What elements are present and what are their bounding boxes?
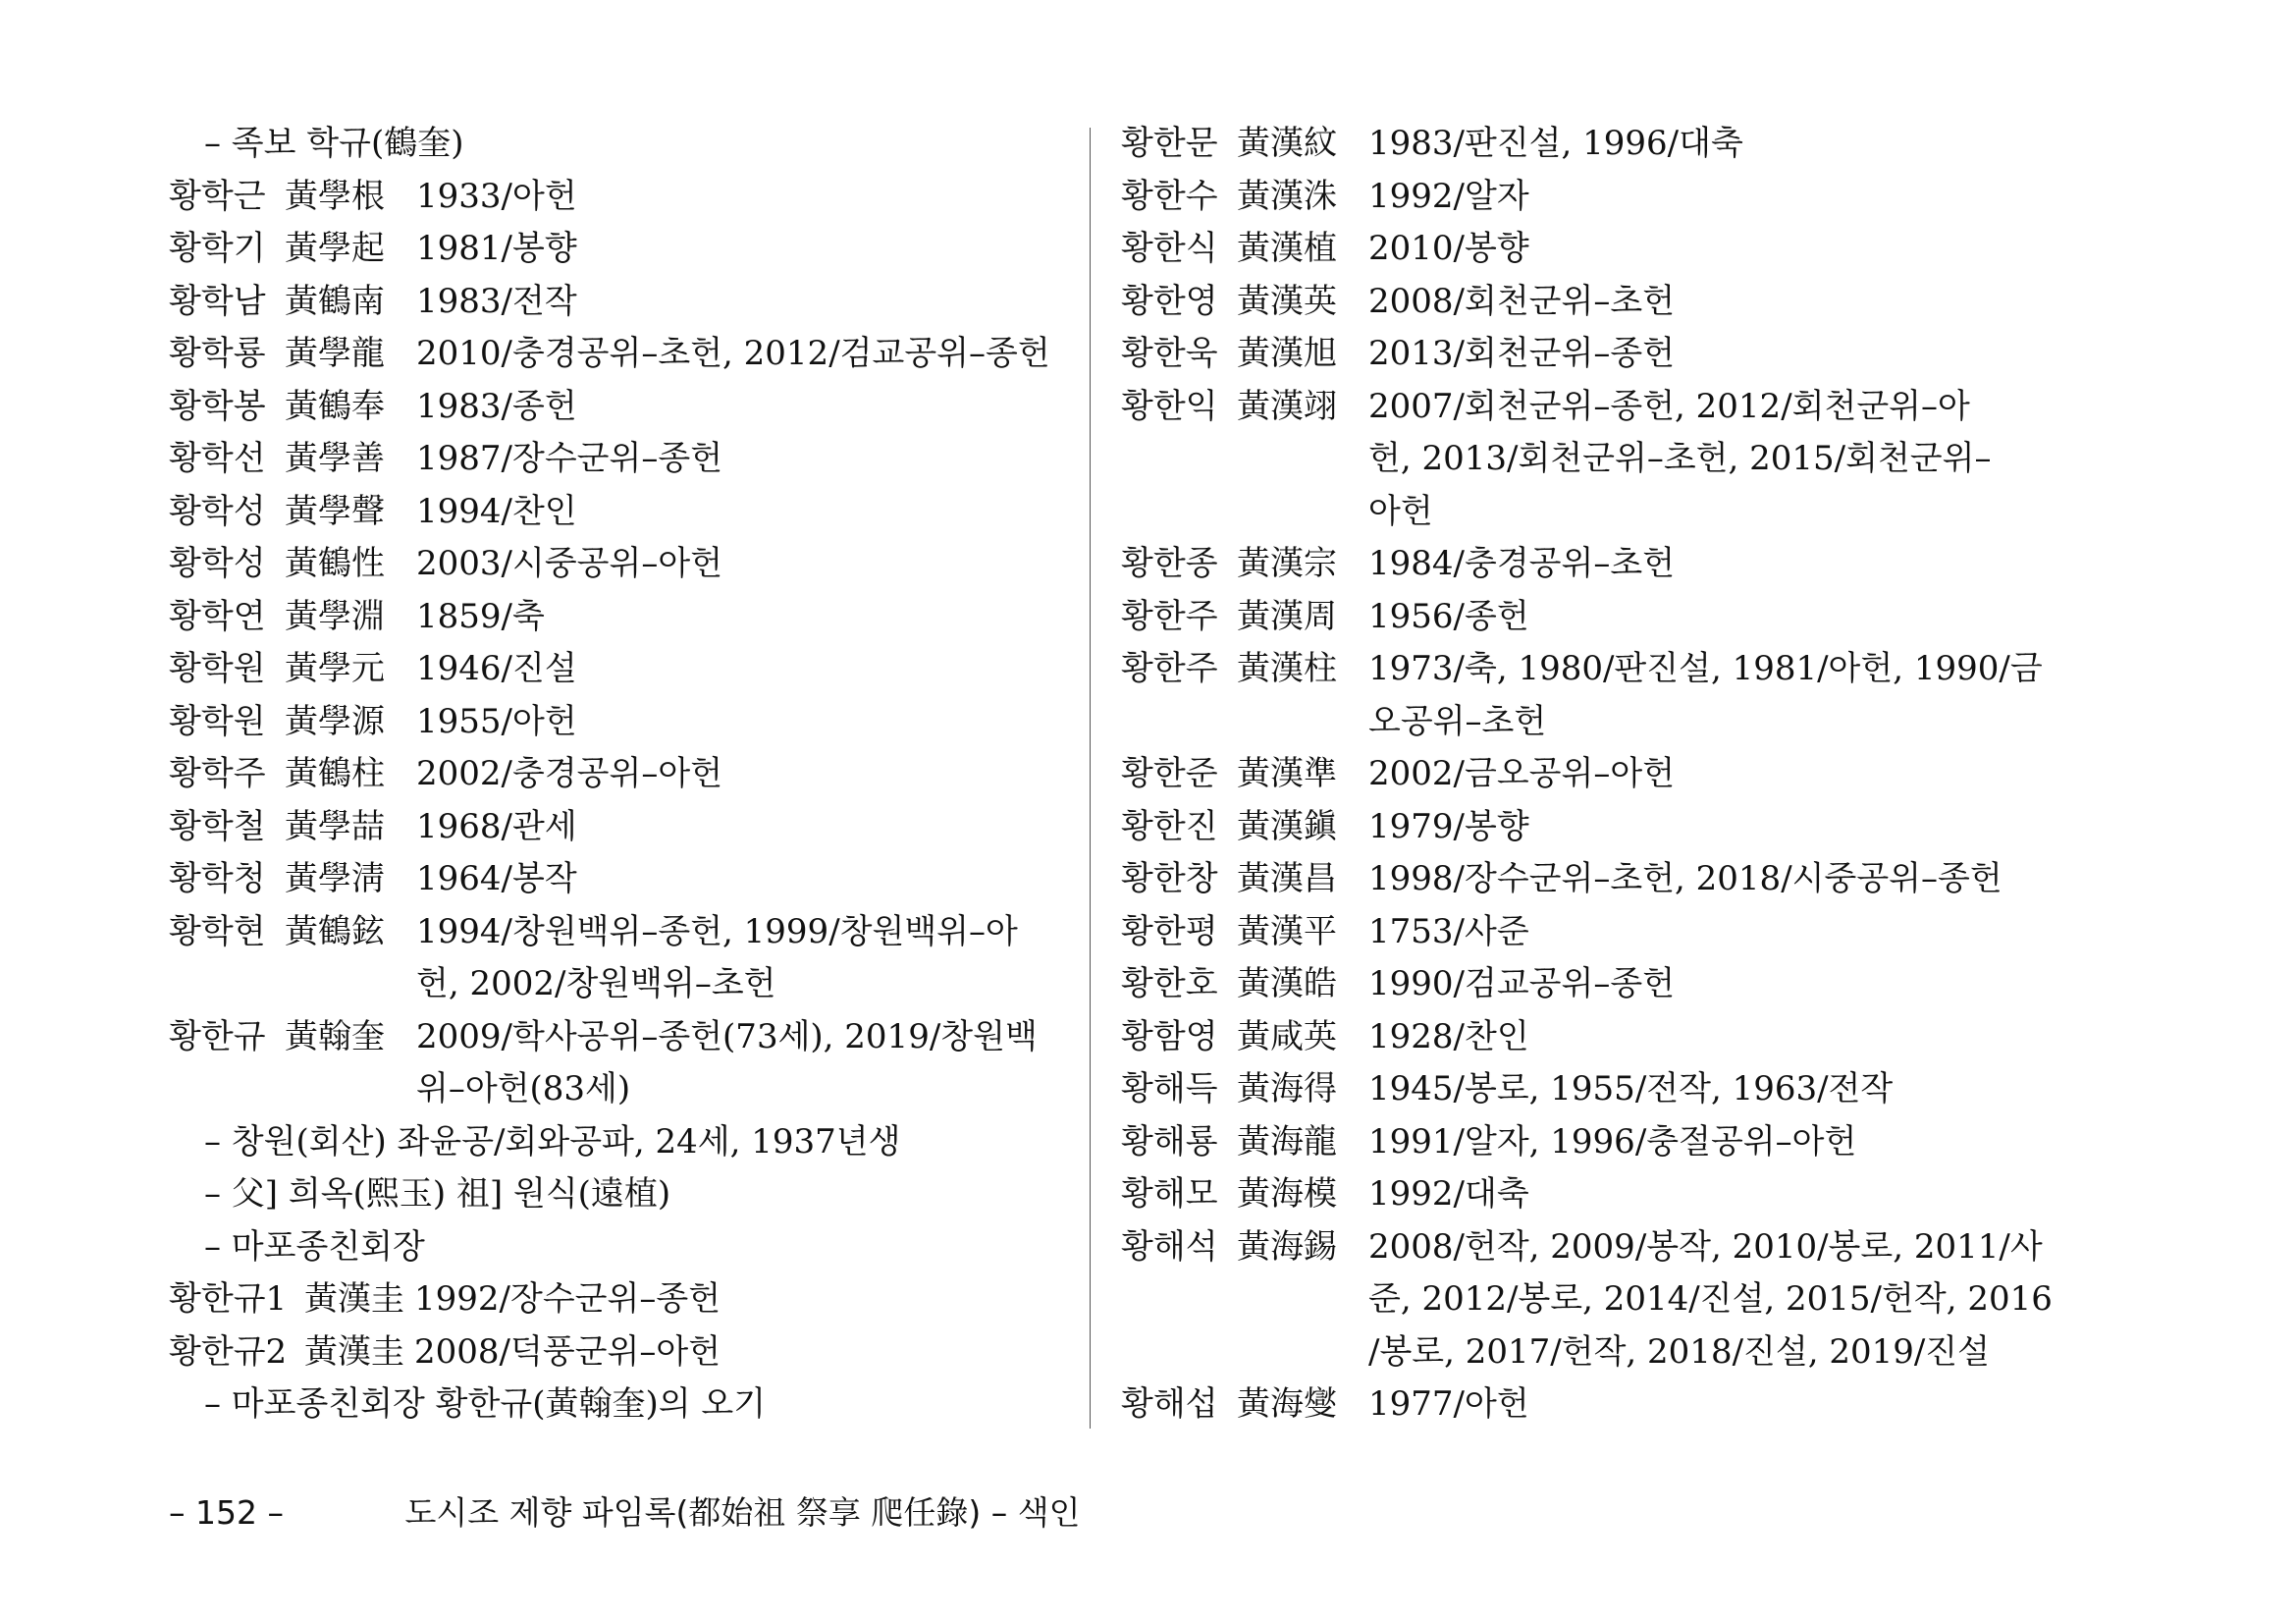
entry-detail-line: 1964/봉작 (416, 859, 577, 898)
entry-details (416, 328, 1082, 381)
entry-detail-line: 1928/찬인 (1368, 1016, 1529, 1056)
entry-name-hangul: 황한영 (1121, 281, 1218, 321)
entry-name-hanja: 黃漢旭 (1237, 334, 1337, 373)
entry-detail-line: 1991/알자, 1996/충절공위–아헌 (1368, 1121, 1857, 1162)
index-note: – 창원(회산) 좌윤공/회와공파, 24세, 1937년생 (204, 1121, 901, 1162)
entry-detail-line: 2008/회천군위–초헌 (1368, 281, 1676, 321)
right-column (1121, 118, 2053, 1432)
index-entry (1121, 171, 2034, 224)
entry-name-hangul: 황해섭 (1121, 1384, 1218, 1424)
entry-details (1368, 1063, 2034, 1116)
index-entry (1121, 853, 2034, 906)
entry-details (1368, 853, 2034, 906)
entry-name-hanja: 黃鶴奉 (285, 386, 385, 426)
entry-name-hangul: 황한주 (1121, 649, 1218, 688)
entry-name-hangul: 황한수 (1121, 176, 1218, 216)
entry-name-hangul: 황한진 (1121, 806, 1218, 846)
entry-details (416, 223, 1082, 276)
entry-details (1368, 1221, 2053, 1379)
entry-details (1368, 801, 2034, 854)
entry-name-hangul: 황학선 (169, 439, 266, 478)
index-entry (1121, 223, 2034, 276)
entry-detail-line: 2008/덕풍군위–아헌 (414, 1331, 721, 1372)
index-note: – 족보 학규(鶴奎) (204, 124, 464, 163)
entry-details (1368, 643, 2043, 748)
entry-detail-line: 2008/헌작, 2009/봉작, 2010/봉로, 2011/사 (1368, 1226, 2043, 1267)
entry-name-hanja: 黃漢洙 (1237, 176, 1337, 216)
entry-name-hangul: 황해득 (1121, 1069, 1218, 1108)
entry-details (416, 171, 1082, 224)
entry-detail-line: 오공위–초헌 (1368, 701, 1547, 741)
index-entry (169, 328, 1082, 381)
entry-name-hangul: 황한종 (1121, 544, 1218, 583)
entry-detail-line: 2013/회천군위–종헌 (1368, 334, 1676, 373)
index-entry (169, 853, 1082, 906)
index-entry (1121, 591, 2034, 644)
entry-name-hanja: 黃漢宗 (1237, 544, 1337, 583)
index-note: – 마포종친회장 황한규(黃翰奎)의 오기 (204, 1384, 767, 1424)
entry-name-hangul: 황한준 (1121, 754, 1218, 793)
index-entry (169, 1326, 1082, 1379)
entry-name-hanja: 黃鶴鉉 (285, 911, 385, 951)
page-number: – 152 – (169, 1493, 284, 1532)
entry-name-hangul: 황한창 (1121, 859, 1218, 898)
entry-detail-line: 1946/진설 (416, 649, 577, 688)
entry-name-hangul: 황학봉 (169, 386, 266, 426)
entry-detail-line: 준, 2012/봉로, 2014/진설, 2015/헌작, 2016 (1368, 1279, 2053, 1319)
index-entry (169, 381, 1082, 434)
index-entry (1121, 906, 2034, 959)
entry-name-hanja: 黃學源 (285, 701, 385, 741)
entry-name-hangul: 황해룡 (1121, 1121, 1218, 1162)
entry-detail-line: 1992/알자 (1368, 176, 1529, 216)
entry-name-hanja: 黃漢準 (1237, 754, 1337, 793)
entry-detail-line: 1977/아헌 (1368, 1384, 1529, 1424)
entry-detail-line: 1987/장수군위–종헌 (416, 439, 723, 478)
index-entry (1121, 801, 2034, 854)
entry-detail-line: 2003/시중공위–아헌 (416, 544, 723, 583)
entry-detail-line: 1945/봉로, 1955/전작, 1963/전작 (1368, 1069, 1894, 1108)
entry-details (416, 381, 1082, 434)
index-entry (169, 223, 1082, 276)
entry-name-hanja: 黃鶴柱 (285, 754, 385, 793)
entry-detail-line: 1990/검교공위–종헌 (1368, 964, 1676, 1003)
entry-details (416, 801, 1082, 854)
entry-name-hangul: 황학근 (169, 176, 266, 216)
entry-detail-line: 2002/충경공위–아헌 (416, 754, 723, 793)
entry-name-hanja: 黃海龍 (1237, 1121, 1337, 1162)
entry-details (416, 748, 1082, 801)
entry-details (1368, 223, 2034, 276)
index-entry (1121, 328, 2034, 381)
entry-details (414, 1326, 1082, 1379)
entry-detail-line: 1983/종헌 (416, 386, 577, 426)
index-entry (1121, 748, 2034, 801)
entry-name-hanja: 黃漢周 (1237, 596, 1337, 636)
entry-name-hangul: 황학청 (169, 859, 266, 898)
entry-name-hanja: 黃學聲 (285, 491, 385, 531)
entry-name-hanja: 黃學淸 (285, 859, 385, 898)
index-entry (169, 696, 1082, 749)
entry-name-hanja: 黃學元 (285, 649, 385, 688)
entry-name-hanja: 黃鶴性 (285, 544, 385, 583)
entry-details (1368, 1116, 2034, 1169)
entry-name-hangul: 황함영 (1121, 1016, 1218, 1056)
entry-name-hanja: 黃學根 (285, 176, 385, 216)
index-entry (1121, 118, 2034, 171)
entry-name-hangul: 황한식 (1121, 229, 1218, 268)
entry-detail-line: 위–아헌(83세) (416, 1069, 631, 1108)
entry-details (1368, 958, 2034, 1011)
entry-name-hangul: 황한평 (1121, 911, 1218, 951)
entry-detail-line: 2010/봉향 (1368, 229, 1529, 268)
entry-detail-line: 1998/장수군위–초헌, 2018/시중공위–종헌 (1368, 859, 2002, 898)
footer-title: 도시조 제향 파임록(都始祖 祭享 爬任錄) – 색인 (404, 1493, 1081, 1532)
entry-detail-line: 헌, 2002/창원백위–초헌 (416, 964, 776, 1003)
entry-name-hanja: 黃漢翊 (1237, 386, 1337, 426)
entry-name-hangul: 황학원 (169, 649, 266, 688)
column-divider (1090, 128, 1091, 1429)
entry-details (1368, 1168, 2034, 1221)
index-entry (1121, 1168, 2034, 1221)
entry-name-hangul: 황한문 (1121, 124, 1218, 163)
entry-details (416, 643, 1082, 696)
entry-details (416, 696, 1082, 749)
entry-details (1368, 118, 2034, 171)
entry-name-hangul: 황해석 (1121, 1226, 1218, 1267)
entry-detail-line: 1984/충경공위–초헌 (1368, 544, 1676, 583)
entry-detail-line: 1983/전작 (416, 281, 577, 321)
entry-detail-line: 1859/축 (416, 596, 545, 636)
index-entry (169, 748, 1082, 801)
entry-name-hangul: 황학성 (169, 491, 266, 531)
entry-name-hanja: 黃學龍 (285, 334, 385, 373)
entry-detail-line: 1994/창원백위–종헌, 1999/창원백위–아 (416, 911, 1018, 951)
entry-details (1368, 276, 2034, 329)
entry-details (416, 853, 1082, 906)
entry-name-hanja: 黃翰奎 (285, 1016, 385, 1056)
entry-details (1368, 748, 2034, 801)
entry-name-hanja: 黃漢英 (1237, 281, 1337, 321)
entry-name-hangul: 황한규2 (169, 1331, 288, 1372)
entry-details (416, 1011, 1082, 1116)
index-entry (169, 906, 1082, 1011)
entry-name-hanja: 黃漢圭 (304, 1279, 404, 1319)
entry-name-hangul: 황해모 (1121, 1174, 1218, 1214)
entry-name-hangul: 황학철 (169, 806, 266, 846)
entry-name-hanja: 黃漢皓 (1237, 964, 1337, 1003)
entry-name-hangul: 황한규1 (169, 1279, 288, 1319)
entry-name-hanja: 黃學起 (285, 229, 385, 268)
entry-name-hangul: 황한호 (1121, 964, 1218, 1003)
entry-name-hanja: 黃學喆 (285, 806, 385, 846)
entry-name-hanja: 黃漢平 (1237, 911, 1337, 951)
index-entry (1121, 643, 2043, 748)
entry-details (416, 433, 1082, 486)
entry-detail-line: /봉로, 2017/헌작, 2018/진설, 2019/진설 (1368, 1331, 1990, 1372)
page-footer (169, 1487, 1080, 1534)
entry-name-hangul: 황학연 (169, 596, 266, 636)
entry-details (416, 486, 1082, 539)
entry-name-hangul: 황학기 (169, 229, 266, 268)
index-note: – 마포종친회장 (204, 1226, 425, 1267)
entry-name-hanja: 黃咸英 (1237, 1016, 1337, 1056)
entry-detail-line: 1981/봉향 (416, 229, 577, 268)
entry-name-hanja: 黃海燮 (1237, 1384, 1337, 1424)
entry-name-hangul: 황한규 (169, 1016, 266, 1056)
index-entry (1121, 538, 2034, 591)
entry-details (416, 591, 1082, 644)
entry-detail-line: 1992/장수군위–종헌 (414, 1279, 721, 1319)
entry-name-hangul: 황한욱 (1121, 334, 1218, 373)
entry-detail-line: 1994/찬인 (416, 491, 577, 531)
index-entry (169, 1011, 1082, 1116)
index-entry (169, 1273, 1082, 1326)
index-entry (1121, 1011, 2034, 1064)
entry-details (416, 538, 1082, 591)
index-entry (169, 276, 1082, 329)
entry-detail-line: 아헌 (1368, 491, 1433, 531)
entry-details (1368, 171, 2034, 224)
entry-name-hanja: 黃學淵 (285, 596, 385, 636)
entry-detail-line: 2007/회천군위–종헌, 2012/회천군위–아 (1368, 386, 1970, 426)
index-entry (1121, 1063, 2034, 1116)
entry-detail-line: 1753/사준 (1368, 911, 1529, 951)
entry-name-hanja: 黃漢鎭 (1237, 806, 1337, 846)
entry-details (1368, 591, 2034, 644)
entry-detail-line: 1979/봉향 (1368, 806, 1529, 846)
index-entry (1121, 1116, 2034, 1169)
entry-name-hangul: 황학남 (169, 281, 266, 321)
index-entry (169, 643, 1082, 696)
index-entry (169, 591, 1082, 644)
entry-name-hangul: 황학주 (169, 754, 266, 793)
entry-name-hangul: 황학룡 (169, 334, 266, 373)
entry-name-hanja: 黃漢柱 (1237, 649, 1337, 688)
entry-name-hanja: 黃漢圭 (304, 1331, 404, 1372)
entry-detail-line: 1983/판진설, 1996/대축 (1368, 124, 1743, 163)
entry-name-hanja: 黃漢植 (1237, 229, 1337, 268)
entry-detail-line: 1973/축, 1980/판진설, 1981/아헌, 1990/금 (1368, 649, 2043, 688)
entry-detail-line: 헌, 2013/회천군위–초헌, 2015/회천군위– (1368, 439, 1992, 478)
entry-detail-line: 1933/아헌 (416, 176, 577, 216)
index-entry (169, 433, 1082, 486)
entry-detail-line: 2010/충경공위–초헌, 2012/검교공위–종헌 (416, 334, 1050, 373)
index-entry (169, 171, 1082, 224)
entry-name-hanja: 黃海得 (1237, 1069, 1337, 1108)
index-entry (169, 486, 1082, 539)
entry-details (416, 276, 1082, 329)
entry-name-hanja: 黃海模 (1237, 1174, 1337, 1214)
entry-name-hanja: 黃漢昌 (1237, 859, 1337, 898)
entry-detail-line: 1956/종헌 (1368, 596, 1529, 636)
entry-details (1368, 1378, 2034, 1432)
entry-details (1368, 1011, 2034, 1064)
entry-name-hanja: 黃學善 (285, 439, 385, 478)
entry-details (1368, 381, 2034, 539)
left-column (169, 118, 1082, 1432)
entry-name-hangul: 황학원 (169, 701, 266, 741)
entry-name-hangul: 황한주 (1121, 596, 1218, 636)
entry-name-hanja: 黃海錫 (1237, 1226, 1337, 1267)
index-entry (1121, 1221, 2053, 1379)
entry-details (414, 1273, 1082, 1326)
entry-details (1368, 328, 2034, 381)
entry-name-hanja: 黃漢紋 (1237, 124, 1337, 163)
entry-detail-line: 2009/학사공위–종헌(73세), 2019/창원백 (416, 1016, 1038, 1056)
index-entry (1121, 1378, 2034, 1432)
entry-detail-line: 1968/관세 (416, 806, 577, 846)
entry-name-hangul: 황학성 (169, 544, 266, 583)
entry-detail-line: 2002/금오공위–아헌 (1368, 754, 1676, 793)
index-entry (1121, 276, 2034, 329)
entry-name-hangul: 황한익 (1121, 386, 1218, 426)
entry-details (1368, 538, 2034, 591)
entry-details (416, 906, 1082, 1011)
entry-name-hangul: 황학현 (169, 911, 266, 951)
entry-details (1368, 906, 2034, 959)
index-entry (169, 801, 1082, 854)
index-entry (169, 538, 1082, 591)
index-entry (1121, 958, 2034, 1011)
entry-detail-line: 1955/아헌 (416, 701, 577, 741)
index-note: – 父] 희옥(熙玉) 祖] 원식(遠植) (204, 1174, 671, 1214)
entry-detail-line: 1992/대축 (1368, 1174, 1529, 1214)
entry-name-hanja: 黃鶴南 (285, 281, 385, 321)
index-entry (1121, 381, 2034, 539)
